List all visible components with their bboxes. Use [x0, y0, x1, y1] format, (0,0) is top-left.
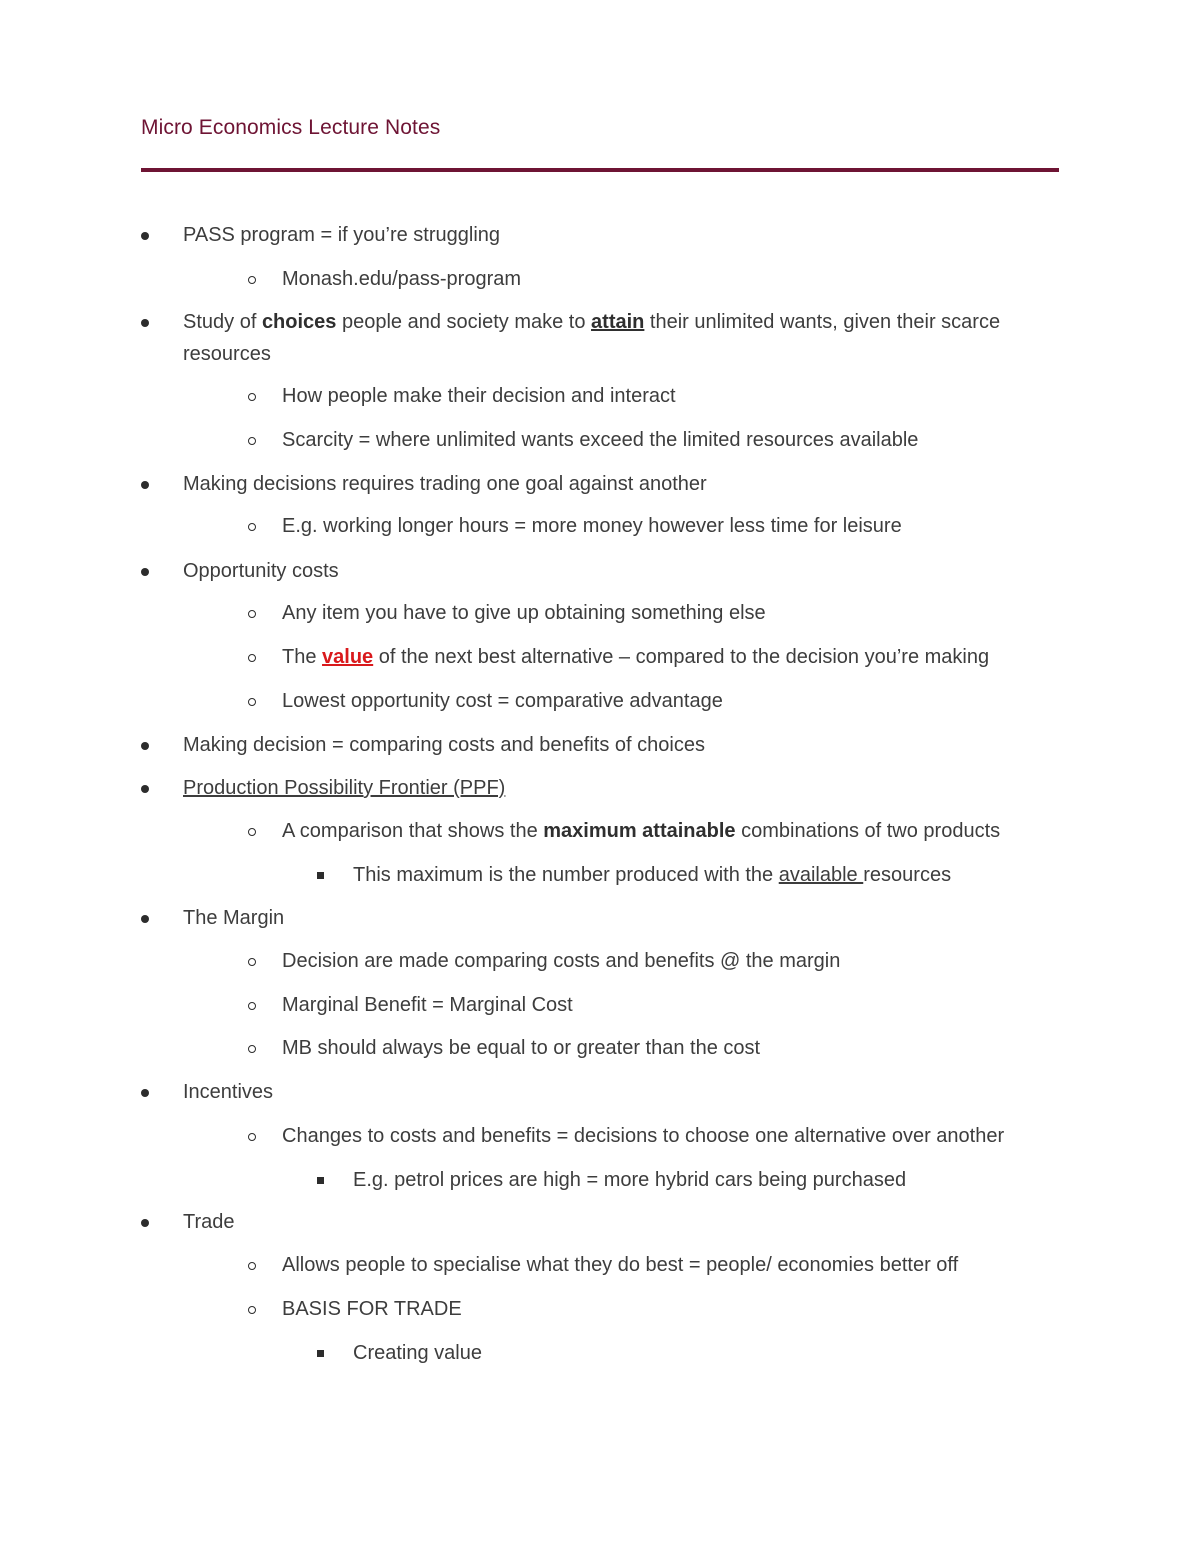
list-item: Making decision = comparing costs and benefits of choices: [183, 734, 705, 756]
circle-bullet-icon: [248, 380, 256, 412]
list-item: Creating value: [353, 1342, 482, 1364]
circle-bullet-icon: [248, 989, 256, 1021]
bullet-icon: [141, 1206, 149, 1238]
list-item: Scarcity = where unlimited wants exceed the limited resources available: [282, 429, 919, 451]
document-title: Micro Economics Lecture Notes: [141, 116, 441, 139]
list-item: Monash.edu/pass-program: [282, 268, 522, 290]
bullet-icon: [141, 219, 149, 251]
circle-bullet-icon: [248, 945, 256, 977]
list-item: Production Possibility Frontier (PPF): [183, 777, 506, 799]
list-item: Opportunity costs: [183, 560, 339, 582]
bullet-icon: [141, 555, 149, 587]
square-bullet-icon: [317, 1337, 324, 1369]
bullet-icon: [141, 902, 149, 934]
circle-bullet-icon: [248, 815, 256, 847]
list-item: Decision are made comparing costs and benefits @ the margin: [282, 950, 841, 972]
circle-bullet-icon: [248, 1032, 256, 1064]
bullet-icon: [141, 772, 149, 804]
list-item: Incentives: [183, 1081, 274, 1103]
list-item: How people make their decision and interact: [282, 385, 676, 407]
list-item: A comparison that shows the maximum attainable combinations of two products: [282, 820, 1001, 842]
square-bullet-icon: [317, 1164, 324, 1196]
list-item: Making decisions requires trading one goal against another: [183, 473, 707, 495]
list-item: The value of the next best alternative – compared to the decision you’re making: [282, 646, 990, 668]
list-item: Lowest opportunity cost = comparative advantage: [282, 690, 723, 712]
list-item: Trade: [183, 1211, 235, 1233]
bullet-icon: [141, 729, 149, 761]
bullet-icon: [141, 1076, 149, 1108]
list-item: E.g. petrol prices are high = more hybrid cars being purchased: [353, 1169, 907, 1191]
circle-bullet-icon: [248, 1249, 256, 1281]
list-item-continuation: resources: [183, 343, 271, 365]
circle-bullet-icon: [248, 685, 256, 717]
list-item: Any item you have to give up obtaining something else: [282, 602, 766, 624]
circle-bullet-icon: [248, 597, 256, 629]
circle-bullet-icon: [248, 1293, 256, 1325]
list-item: Study of choices people and society make to attain their unlimited wants, given their scarce: [183, 311, 1001, 333]
list-item: The Margin: [183, 907, 285, 929]
circle-bullet-icon: [248, 263, 256, 295]
square-bullet-icon: [317, 859, 324, 891]
bullet-icon: [141, 306, 149, 338]
list-item: Changes to costs and benefits = decisions to choose one alternative over another: [282, 1125, 1005, 1147]
circle-bullet-icon: [248, 424, 256, 456]
list-item: MB should always be equal to or greater than the cost: [282, 1037, 761, 1059]
circle-bullet-icon: [248, 641, 256, 673]
list-item: PASS program = if you’re struggling: [183, 224, 501, 246]
circle-bullet-icon: [248, 510, 256, 542]
list-item: Marginal Benefit = Marginal Cost: [282, 994, 573, 1016]
list-item: E.g. working longer hours = more money however less time for leisure: [282, 515, 902, 537]
list-item: BASIS FOR TRADE: [282, 1298, 462, 1320]
list-item: This maximum is the number produced with the available resources: [353, 864, 952, 886]
circle-bullet-icon: [248, 1120, 256, 1152]
list-item: Allows people to specialise what they do best = people/ economies better off: [282, 1254, 959, 1276]
title-rule: [141, 168, 1059, 172]
bullet-icon: [141, 468, 149, 500]
